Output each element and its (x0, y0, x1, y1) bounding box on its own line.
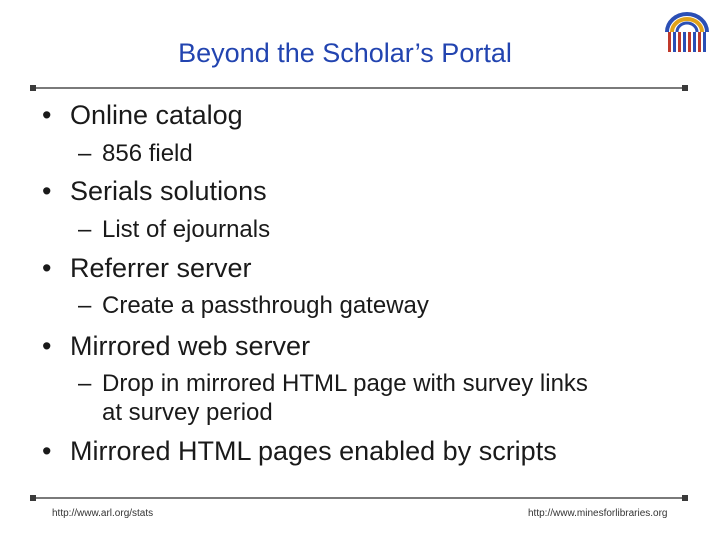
sub-bullet-continuation: at survey period (102, 399, 273, 426)
bullet-text: Serials solutions (70, 176, 267, 206)
bullet-marker: • (42, 176, 52, 206)
dash-marker: – (78, 292, 92, 319)
bullet-marker: • (42, 331, 52, 361)
bullet-online-catalog (42, 100, 243, 131)
bullet-text: Mirrored web server (70, 331, 311, 361)
sub-bullet-text: 856 field (102, 140, 193, 167)
sub-bullet-mirrored-html (78, 370, 588, 398)
footer-link-mines[interactable]: http://www.minesforlibraries.org (528, 508, 668, 519)
bullet-serials-solutions (42, 176, 267, 207)
dash-marker: – (78, 370, 92, 397)
bullet-marker: • (42, 100, 52, 130)
sub-bullet-passthrough-gateway (78, 292, 429, 320)
sub-bullet-text: List of ejournals (102, 216, 271, 243)
dash-marker: – (78, 216, 92, 243)
bullet-referrer-server (42, 253, 252, 284)
slide-title: Beyond the Scholar’s Portal (178, 38, 512, 68)
bullet-text: Online catalog (70, 100, 243, 130)
bullet-marker: • (42, 436, 52, 466)
sub-bullet-ejournals (78, 216, 270, 244)
bullet-mirrored-html-scripts (42, 436, 557, 467)
sub-bullet-text: Drop in mirrored HTML page with survey links (102, 370, 588, 397)
top-divider (33, 87, 685, 89)
dash-marker: – (78, 140, 92, 167)
university-arches-logo (664, 12, 710, 54)
bottom-divider (33, 497, 685, 499)
footer-link-arl[interactable]: http://www.arl.org/stats (52, 508, 154, 519)
bullet-marker: • (42, 253, 52, 283)
bullet-mirrored-web-server (42, 331, 310, 362)
bullet-text: Mirrored HTML pages enabled by scripts (70, 436, 557, 466)
bullet-text: Referrer server (70, 253, 252, 283)
sub-bullet-856-field (78, 140, 193, 168)
sub-bullet-text: Create a passthrough gateway (102, 292, 429, 319)
